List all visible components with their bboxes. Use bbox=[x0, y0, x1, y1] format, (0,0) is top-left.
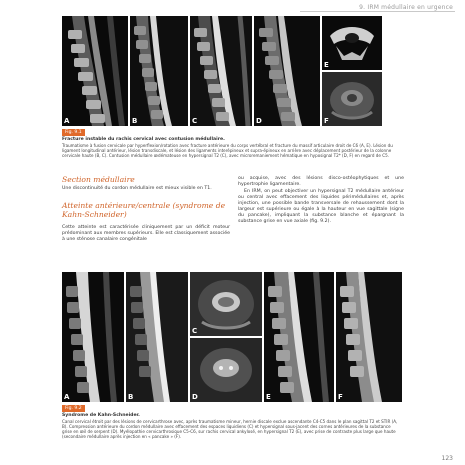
fig1-title: Fracture instable du rachis cervical avec contusion médullaire. bbox=[62, 137, 225, 142]
fig2-tag: Fig. 9.2 bbox=[62, 405, 85, 412]
fig2-caption: Canal cervical étroit par des lésions de cervicarthrose avec, après traumatisme mineur, hernie discale exclue ascendante C4-C5 dans le plan sagittal T2 et STIR (A, B). Compression antérieure du cordon médullaire avec effacement des espaces liquidiens (C) et hypersignal sous-jacent des cornes antérieures de la substance grise en œil de serpent (D). Myélopathie cervicarthrosique C5-C6, sur rachis cervical ankylosé, en hypersignal T2 (E), avec prise de contraste plus large que haute (secondaire médullaire après injection en « pancake » (F). bbox=[62, 419, 398, 440]
running-header: 9. IRM médullaire en urgence bbox=[359, 4, 453, 11]
fig2-panel-b bbox=[126, 272, 188, 402]
section-title-kahn-schneider: Atteinte antérieure/centrale (syndrome de Kahn-Schneider) bbox=[62, 201, 226, 219]
fig1-label-f: F bbox=[324, 117, 329, 125]
right-col-paragraph-2: En IRM, on peut objectiver un hypersignal T2 médullaire antérieur ou central avec effacement des liquides périmédullaires et, après injection, une possible bande transversale de rehaussement dont la largeur est supérieure ou égale à la hauteur en vue sagittale (signe du pancake), impliquant la substance blanche et épargnant la substance grise en vue axiale (fig. 9.2). bbox=[238, 189, 404, 225]
fig1-label-b: B bbox=[132, 117, 138, 125]
fig2-label-d: D bbox=[192, 393, 198, 401]
fig1-label-e: E bbox=[324, 61, 329, 69]
fig1-panel-c bbox=[190, 16, 252, 126]
fig1-panel-b bbox=[130, 16, 188, 126]
fig2-panel-d bbox=[190, 338, 262, 402]
fig1-label-a: A bbox=[64, 117, 70, 125]
section-kahn-schneider-text: Cette atteinte est caractérisée cliniquement par un déficit moteur prédominant aux membres supérieurs. Elle est classiquement associée à une sténose canalaire congénitale bbox=[62, 225, 230, 243]
right-col-paragraph-1: ou acquise, avec des lésions disco-ostéophytiques et une hypertrophie ligamentaire. bbox=[238, 176, 404, 188]
fig1-label-c: C bbox=[192, 117, 198, 125]
fig2-panel-a bbox=[62, 272, 124, 402]
section-title-medullary-section: Section médullaire bbox=[62, 175, 135, 184]
fig1-panel-a bbox=[62, 16, 128, 126]
fig1-caption: Traumatisme à fusion cervicale par hyperflexion/rotation avec fracture antérieure du corps vertébral et fracture du massif articulaire droit de C6 (A, E). Lésion du ligament longitudinal antérieur, lésion transdiscale, et lésion des ligaments interépineux et supra-épineux en arrière avec déplacement postérieur de la colonne cervicale haute (B, C). Contusion médullaire œdémateuse en hypersignal T2 (C), avec microremaniement hématique en hyposignal T2* (D, F) en regard de C5. bbox=[62, 143, 393, 159]
fig2-label-c: C bbox=[192, 327, 198, 335]
fig2-title: Syndrome de Kahn-Schneider. bbox=[62, 413, 140, 418]
fig2-label-b: B bbox=[128, 393, 134, 401]
fig2-panel-c bbox=[190, 272, 262, 336]
fig2-label-f: F bbox=[338, 393, 343, 401]
fig1-tag: Fig. 9.1 bbox=[62, 129, 85, 136]
page-number: 123 bbox=[441, 455, 453, 462]
fig2-label-a: A bbox=[64, 393, 70, 401]
fig1-panel-f bbox=[322, 72, 382, 126]
fig2-label-e: E bbox=[266, 393, 271, 401]
fig1-panel-e bbox=[322, 16, 382, 70]
section-medullary-text: Une discontinuité du cordon médullaire est mieux visible en T1. bbox=[62, 186, 212, 191]
fig2-panel-e bbox=[264, 272, 334, 402]
fig1-panel-d bbox=[254, 16, 320, 126]
fig1-label-d: D bbox=[256, 117, 262, 125]
header-rule bbox=[300, 11, 455, 12]
fig2-panel-f bbox=[336, 272, 402, 402]
